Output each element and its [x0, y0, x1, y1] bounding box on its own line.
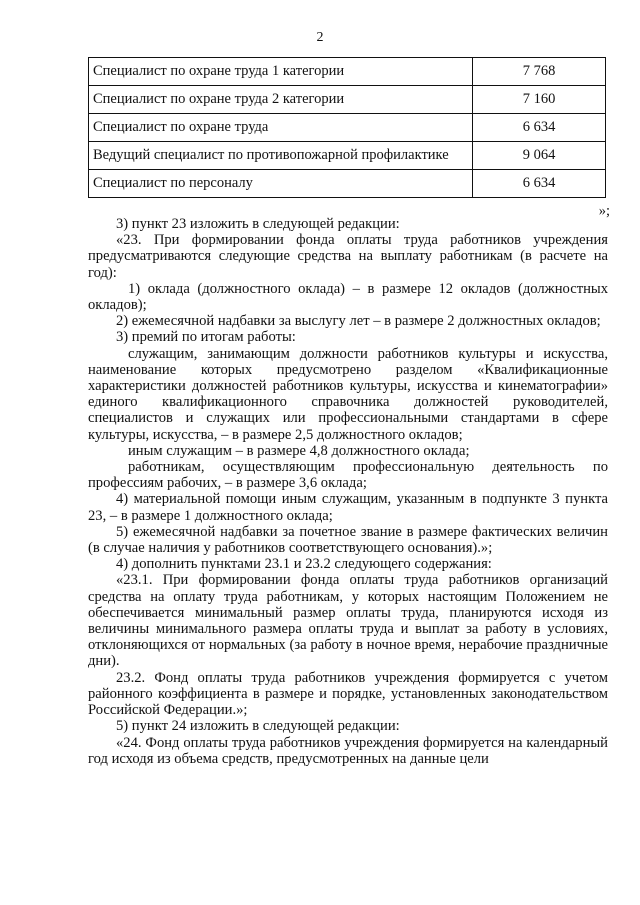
- table-closing-quote: »;: [598, 203, 610, 219]
- position-title: Специалист по охране труда 1 категории: [89, 58, 473, 86]
- table-row: [89, 58, 606, 86]
- salary-value: 7 160: [473, 86, 606, 114]
- paragraph-subitem-5: 5) ежемесячной надбавки за почетное звание в размере фактических величин (в случае наличия у работников соответствующего основания).»;: [88, 523, 608, 557]
- paragraph-other-employees: иным служащим – в размере 4,8 должностного оклада;: [128, 442, 470, 459]
- paragraph-workers: работникам, осуществляющим профессиональную деятельность по профессиям рабочих, – в размере 3,6 оклада;: [88, 459, 608, 492]
- salary-value: 6 634: [473, 170, 606, 198]
- paragraph-subitem-3: 3) премий по итогам работы:: [116, 329, 296, 346]
- paragraph-item-4: 4) дополнить пунктами 23.1 и 23.2 следующего содержания:: [116, 556, 492, 573]
- paragraph-item-3: 3) пункт 23 изложить в следующей редакции:: [116, 216, 400, 232]
- paragraph-clause-23-2: 23.2. Фонд оплаты труда работников учреждения формируется с учетом районного коэффициента в размере и порядке, установленных законодательством Российской Федерации.»;: [88, 669, 608, 719]
- paragraph-employees-culture: служащим, занимающим должности работников культуры и искусства, наименование которых предусмотрено разделом «Квалификационные характеристики должностей работников культуры, искусства и кинематографии» единого квалификационного справочника должностей руководителей, специалистов и служащих или профессиональными стандартами в сфере культуры, искусства, – в размере 2,5 должностного окладов;: [88, 345, 608, 443]
- paragraph-item-5: 5) пункт 24 изложить в следующей редакции:: [116, 718, 400, 735]
- document-body: [88, 216, 608, 767]
- table-row: [89, 114, 606, 142]
- table-row: [89, 142, 606, 170]
- paragraph-subitem-4: 4) материальной помощи иным служащим, указанным в подпункте 3 пункта 23, – в размере 1 должностного оклада;: [88, 491, 608, 524]
- salary-value: 7 768: [473, 58, 606, 86]
- position-title: Специалист по персоналу: [89, 170, 473, 198]
- paragraph-subitem-1: 1) оклада (должностного оклада) – в размере 12 окладов (должностных окладов);: [88, 280, 608, 314]
- salary-value: 9 064: [473, 142, 606, 170]
- page-number: 2: [316, 30, 324, 45]
- position-title: Ведущий специалист по противопожарной профилактике: [89, 142, 473, 170]
- paragraph-clause-23: «23. При формировании фонда оплаты труда работников учреждения предусматриваются следующие средства на выплату работникам (в расчете на год):: [88, 232, 608, 281]
- positions-salary-table: [88, 57, 606, 198]
- table-row: [89, 170, 606, 198]
- position-title: Специалист по охране труда: [89, 114, 473, 142]
- table-row: [89, 86, 606, 114]
- paragraph-subitem-2: 2) ежемесячной надбавки за выслугу лет – в размере 2 должностных окладов;: [116, 313, 601, 330]
- paragraph-clause-23-1: «23.1. При формировании фонда оплаты труда работников организаций средства на оплату труда работникам, у которых настоящим Положением не обеспечивается минимальный размер оплаты труда, планируются исходя из величины минимального размера оплаты труда и выплат за работу в условиях, отклоняющихся от нормальных (за работу в ночное время, нерабочие праздничные дни).: [88, 572, 608, 670]
- paragraph-clause-24: «24. Фонд оплаты труда работников учреждения формируется на календарный год исходя из объема средств, предусмотренных на данные цели: [88, 734, 608, 767]
- position-title: Специалист по охране труда 2 категории: [89, 86, 473, 114]
- salary-value: 6 634: [473, 114, 606, 142]
